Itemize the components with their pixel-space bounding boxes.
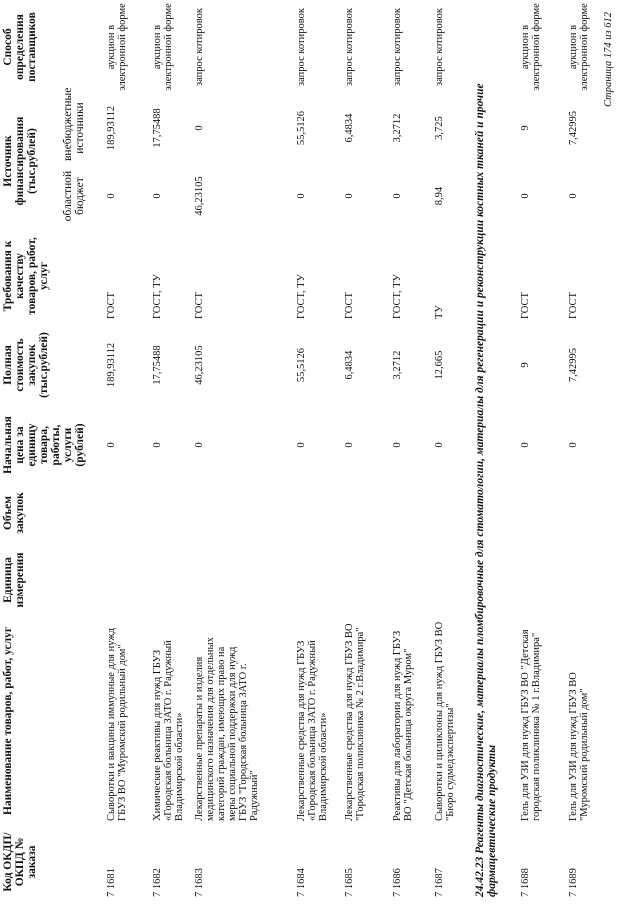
- page-number: Страница 174 из 612: [603, 12, 614, 108]
- row-4-method: запрос котировок: [296, 8, 307, 86]
- row-1-method: аукцион в электронной форме: [106, 3, 128, 91]
- row-9-reg: 0: [568, 193, 579, 199]
- row-5-total: 6,4834: [344, 350, 355, 380]
- row-5-name: Лекарственные средства для нужд ГБУЗ ВО "Городская поликлиника № 2 г.Владимира": [344, 623, 366, 821]
- row-8-name: Гель для УЗИ для нужд ГБУЗ ВО "Детская городская поликлиника № 1 г.Владимира": [520, 629, 542, 821]
- row-7-price: 0: [434, 442, 445, 448]
- row-9-method: аукцион в электронной форме: [568, 3, 590, 91]
- row-2-reg: 0: [152, 193, 163, 199]
- row-7-req: ТУ: [434, 305, 445, 319]
- row-9-extra: 7,42995: [568, 110, 579, 146]
- header-name: Наименование товаров, работ, услуг: [2, 626, 14, 816]
- row-2-price: 0: [152, 442, 163, 448]
- header-fin-extra: внебюджетные источники: [62, 87, 86, 161]
- row-8-method: аукцион в электронной форме: [520, 3, 542, 91]
- row-4-extra: 55,5126: [296, 110, 307, 146]
- row-4-code: 7 1684: [296, 868, 307, 897]
- row-4-req: ГОСТ, ТУ: [296, 274, 307, 319]
- row-1-req: ГОСТ: [106, 292, 117, 319]
- row-6-price: 0: [392, 442, 403, 448]
- row-8-req: ГОСТ: [520, 292, 531, 319]
- row-6-req: ГОСТ, ТУ: [392, 274, 403, 319]
- row-5-reg: 0: [344, 193, 355, 199]
- row-1-name: Сыворотки и вакцины иммунные для нужд ГБУЗ ВО "Муромский родильный дом": [106, 628, 128, 821]
- row-6-extra: 3,2712: [392, 113, 403, 143]
- row-1-reg: 0: [106, 193, 117, 199]
- row-1-price: 0: [106, 442, 117, 448]
- row-2-method: аукцион в электронной форме: [152, 3, 174, 91]
- row-9-price: 0: [568, 442, 579, 448]
- row-9-code: 7 1689: [568, 868, 579, 897]
- row-2-code: 7 1682: [152, 868, 163, 897]
- section-title: Реагенты диагностические, материалы пломбировочные для стоматологии, материалы для регенерации и реконструкции костных тканей и прочие фармацевтические продукты: [474, 83, 498, 897]
- row-2-total: 17,75488: [152, 345, 163, 385]
- row-2-req: ГОСТ, ТУ: [152, 274, 163, 319]
- row-4-total: 55,5126: [296, 347, 307, 383]
- row-1-total: 189,93112: [106, 342, 117, 388]
- section-heading: [474, 17, 498, 897]
- row-9-total: 7,42995: [568, 347, 579, 383]
- row-7-extra: 3,725: [434, 116, 445, 140]
- row-6-total: 3,2712: [392, 350, 403, 380]
- header-total: Полная стоимость закупок (тыс.рублей): [2, 332, 50, 398]
- row-4-reg: 0: [296, 193, 307, 199]
- row-5-method: запрос котировок: [344, 8, 355, 86]
- row-7-total: 12,665: [434, 350, 445, 380]
- row-3-price: 0: [194, 442, 205, 448]
- header-requirements: Требования к качеству товаров, работ, услуг: [2, 237, 50, 315]
- row-1-code: 7 1681: [106, 868, 117, 897]
- row-7-method: запрос котировок: [434, 8, 445, 86]
- row-3-name: Лекарственные препараты и изделия медицинского назначения для отдельных категорий граждан, имеющих право на меры социальной поддержки для нужд ГБУЗ "Городская больница ЗАТО г. Радужный": [194, 637, 260, 821]
- row-7-reg: 8,94: [434, 186, 445, 206]
- row-7-name: Сыворотки и циликлоны для нужд ГБУЗ ВО "Бюро судмедэкспертизы": [434, 621, 456, 821]
- row-6-method: запрос котировок: [392, 8, 403, 86]
- row-3-extra: 0: [194, 125, 205, 131]
- row-6-reg: 0: [392, 193, 403, 199]
- row-6-code: 7 1686: [392, 868, 403, 897]
- row-5-req: ГОСТ: [344, 292, 355, 319]
- section-code: 24.42.23: [474, 856, 486, 897]
- row-4-price: 0: [296, 442, 307, 448]
- header-code: Код ОКДП/ ОКПД № заказа: [2, 832, 38, 892]
- header-volume: Объем закупок: [2, 492, 26, 534]
- header-fin-regional: областной бюджет: [62, 170, 86, 222]
- row-5-code: 7 1685: [344, 868, 355, 897]
- row-7-code: 7 1687: [434, 868, 445, 897]
- row-3-method: запрос котировок: [194, 8, 205, 86]
- row-9-name: Гель для УЗИ для нужд ГБУЗ ВО "Муромский родильный дом": [568, 672, 590, 821]
- row-8-code: 7 1688: [520, 868, 531, 897]
- row-3-total: 46,23105: [194, 345, 205, 385]
- row-4-name: Лекарственные средства для нужд ГБУЗ «Городская больница ЗАТО г. Радужный Владимирской области»: [296, 640, 329, 821]
- row-8-price: 0: [520, 442, 531, 448]
- header-unit: Единица измерения: [2, 552, 26, 608]
- header-method: Способ определения поставщиков: [2, 12, 38, 82]
- row-9-req: ГОСТ: [568, 292, 579, 319]
- row-8-extra: 9: [520, 125, 531, 131]
- row-2-name: Химические реактивы для нужд ГБУЗ «Городская больница ЗАТО г. Радужный Владимирской области»: [152, 640, 185, 821]
- row-5-extra: 6,4834: [344, 113, 355, 143]
- header-start-price: Начальная цена за единицу товара, работы, услуги (рублей): [2, 416, 86, 474]
- row-8-reg: 0: [520, 193, 531, 199]
- header-finance: Источник финансирования (тыс.рублей): [2, 116, 38, 206]
- row-3-req: ГОСТ: [194, 292, 205, 319]
- row-3-reg: 46,23105: [194, 176, 205, 216]
- row-6-name: Реактивы для лаборатории для нужд ГБУЗ ВО "Детская больница округа Муром": [392, 630, 414, 821]
- row-1-extra: 189,93112: [106, 105, 117, 151]
- row-3-code: 7 1683: [194, 868, 205, 897]
- row-5-price: 0: [344, 442, 355, 448]
- row-2-extra: 17,75488: [152, 108, 163, 148]
- row-8-total: 9: [520, 362, 531, 368]
